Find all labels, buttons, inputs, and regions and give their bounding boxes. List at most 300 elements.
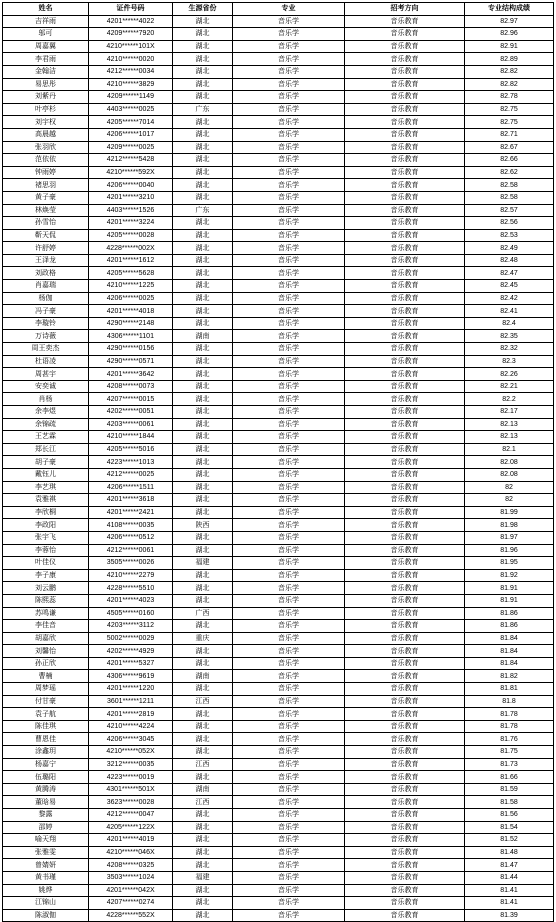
major-cell: 音乐学	[233, 179, 345, 192]
table-row	[3, 582, 554, 595]
name-cell: 周甚宇	[3, 368, 89, 381]
province-cell: 湖北	[173, 834, 233, 847]
direction-cell: 音乐教育	[345, 846, 465, 859]
province-cell: 湖北	[173, 620, 233, 633]
id-number-cell: 4212******0025	[89, 468, 173, 481]
id-number-cell: 4201******4019	[89, 834, 173, 847]
province-cell: 湖北	[173, 355, 233, 368]
score-cell: 82.82	[465, 78, 554, 91]
major-cell: 音乐学	[233, 393, 345, 406]
direction-cell: 音乐教育	[345, 65, 465, 78]
province-cell: 湖北	[173, 292, 233, 305]
province-cell: 湖北	[173, 343, 233, 356]
id-number-cell: 4202******0051	[89, 406, 173, 419]
name-cell: 周嘉翼	[3, 40, 89, 53]
direction-cell: 音乐教育	[345, 481, 465, 494]
major-cell: 音乐学	[233, 481, 345, 494]
province-cell: 江西	[173, 695, 233, 708]
id-number-cell: 4228******552X	[89, 909, 173, 922]
province-cell: 湖北	[173, 406, 233, 419]
major-cell: 音乐学	[233, 544, 345, 557]
name-cell: 邵婷	[3, 821, 89, 834]
table-row	[3, 494, 554, 507]
table-row	[3, 519, 554, 532]
direction-cell: 音乐教育	[345, 317, 465, 330]
province-cell: 湖北	[173, 909, 233, 922]
name-cell: 郑长江	[3, 443, 89, 456]
score-cell: 81.39	[465, 909, 554, 922]
score-cell: 82.13	[465, 418, 554, 431]
direction-cell: 音乐教育	[345, 330, 465, 343]
name-cell: 黄子豪	[3, 191, 89, 204]
direction-cell: 音乐教育	[345, 494, 465, 507]
name-cell: 董晗易	[3, 796, 89, 809]
name-cell: 李璇铃	[3, 317, 89, 330]
major-cell: 音乐学	[233, 292, 345, 305]
major-cell: 音乐学	[233, 418, 345, 431]
table-row	[3, 179, 554, 192]
id-number-cell: 4201******3642	[89, 368, 173, 381]
direction-cell: 音乐教育	[345, 897, 465, 910]
province-cell: 湖北	[173, 708, 233, 721]
major-cell: 音乐学	[233, 443, 345, 456]
score-cell: 81.84	[465, 657, 554, 670]
name-cell: 李子康	[3, 569, 89, 582]
id-number-cell: 3503******1024	[89, 871, 173, 884]
id-number-cell: 4223******1013	[89, 456, 173, 469]
score-cell: 81.41	[465, 897, 554, 910]
direction-cell: 音乐教育	[345, 456, 465, 469]
score-cell: 81.52	[465, 834, 554, 847]
id-number-cell: 4203******3112	[89, 620, 173, 633]
province-cell: 湖北	[173, 481, 233, 494]
score-cell: 81.95	[465, 557, 554, 570]
table-row	[3, 116, 554, 129]
direction-cell: 音乐教育	[345, 531, 465, 544]
id-number-cell: 4203******0061	[89, 418, 173, 431]
major-cell: 音乐学	[233, 494, 345, 507]
id-number-cell: 4210******4224	[89, 720, 173, 733]
table-row	[3, 557, 554, 570]
table-row	[3, 393, 554, 406]
province-cell: 广东	[173, 204, 233, 217]
province-cell: 湖南	[173, 783, 233, 796]
province-cell: 湖北	[173, 494, 233, 507]
province-cell: 湖北	[173, 657, 233, 670]
score-cell: 82.58	[465, 179, 554, 192]
direction-cell: 音乐教育	[345, 418, 465, 431]
id-number-cell: 4210******3829	[89, 78, 173, 91]
id-number-cell: 4403******0025	[89, 103, 173, 116]
id-number-cell: 4201******3224	[89, 217, 173, 230]
major-cell: 音乐学	[233, 909, 345, 922]
direction-cell: 音乐教育	[345, 368, 465, 381]
table-row	[3, 330, 554, 343]
province-cell: 湖北	[173, 431, 233, 444]
province-cell: 湖北	[173, 506, 233, 519]
name-cell: 林焕莹	[3, 204, 89, 217]
table-row	[3, 229, 554, 242]
name-cell: 靳天侃	[3, 229, 89, 242]
province-cell: 湖北	[173, 733, 233, 746]
major-cell: 音乐学	[233, 28, 345, 41]
province-cell: 湖北	[173, 720, 233, 733]
name-cell: 付甘豪	[3, 695, 89, 708]
name-cell: 姚烨	[3, 884, 89, 897]
province-cell: 湖北	[173, 254, 233, 267]
province-cell: 湖北	[173, 141, 233, 154]
id-number-cell: 4205******7014	[89, 116, 173, 129]
name-cell: 高晨越	[3, 128, 89, 141]
score-cell: 82.17	[465, 406, 554, 419]
province-cell: 湖北	[173, 91, 233, 104]
direction-cell: 音乐教育	[345, 229, 465, 242]
province-cell: 湖北	[173, 582, 233, 595]
direction-cell: 音乐教育	[345, 204, 465, 217]
province-cell: 湖北	[173, 280, 233, 293]
name-cell: 黄腾涛	[3, 783, 89, 796]
province-cell: 湖北	[173, 128, 233, 141]
table-row	[3, 796, 554, 809]
major-cell: 音乐学	[233, 91, 345, 104]
direction-cell: 音乐教育	[345, 695, 465, 708]
province-cell: 湖北	[173, 191, 233, 204]
name-cell: 陈佳琪	[3, 720, 89, 733]
name-cell: 刘馨怡	[3, 645, 89, 658]
name-cell: 周梦瑶	[3, 683, 89, 696]
province-cell: 湖南	[173, 330, 233, 343]
score-cell: 82.97	[465, 15, 554, 28]
name-cell: 李政阳	[3, 519, 89, 532]
major-cell: 音乐学	[233, 380, 345, 393]
table-row	[3, 103, 554, 116]
direction-cell: 音乐教育	[345, 909, 465, 922]
header-major: 专业	[233, 3, 345, 16]
table-row	[3, 204, 554, 217]
table-row	[3, 846, 554, 859]
province-cell: 湖北	[173, 154, 233, 167]
major-cell: 音乐学	[233, 217, 345, 230]
name-cell: 李佳音	[3, 620, 89, 633]
table-row	[3, 128, 554, 141]
table-row	[3, 531, 554, 544]
table-row	[3, 506, 554, 519]
id-number-cell: 4290******2148	[89, 317, 173, 330]
score-cell: 82.96	[465, 28, 554, 41]
major-cell: 音乐学	[233, 431, 345, 444]
id-number-cell: 4210******046X	[89, 846, 173, 859]
name-cell: 李蓉怡	[3, 544, 89, 557]
id-number-cell: 4205******0028	[89, 229, 173, 242]
province-cell: 湖北	[173, 456, 233, 469]
province-cell: 湖北	[173, 65, 233, 78]
province-cell: 湖北	[173, 821, 233, 834]
id-number-cell: 4212******0034	[89, 65, 173, 78]
id-number-cell: 3623******0028	[89, 796, 173, 809]
name-cell: 杨嘉宁	[3, 758, 89, 771]
direction-cell: 音乐教育	[345, 620, 465, 633]
score-cell: 81.91	[465, 582, 554, 595]
id-number-cell: 4209******7920	[89, 28, 173, 41]
score-cell: 82.32	[465, 343, 554, 356]
direction-cell: 音乐教育	[345, 871, 465, 884]
province-cell: 湖北	[173, 594, 233, 607]
direction-cell: 音乐教育	[345, 254, 465, 267]
table-row	[3, 834, 554, 847]
table-row	[3, 569, 554, 582]
name-cell: 褚思羽	[3, 179, 89, 192]
direction-cell: 音乐教育	[345, 103, 465, 116]
score-cell: 81.97	[465, 531, 554, 544]
direction-cell: 音乐教育	[345, 15, 465, 28]
direction-cell: 音乐教育	[345, 607, 465, 620]
table-row	[3, 406, 554, 419]
table-row	[3, 154, 554, 167]
major-cell: 音乐学	[233, 254, 345, 267]
table-row	[3, 343, 554, 356]
direction-cell: 音乐教育	[345, 128, 465, 141]
direction-cell: 音乐教育	[345, 557, 465, 570]
header-province: 生源省份	[173, 3, 233, 16]
major-cell: 音乐学	[233, 632, 345, 645]
province-cell: 福建	[173, 557, 233, 570]
name-cell: 叶佳仪	[3, 557, 89, 570]
province-cell: 福建	[173, 871, 233, 884]
table-row	[3, 683, 554, 696]
id-number-cell: 4210******592X	[89, 166, 173, 179]
province-cell: 湖北	[173, 15, 233, 28]
score-cell: 81.84	[465, 645, 554, 658]
direction-cell: 音乐教育	[345, 670, 465, 683]
table-row	[3, 758, 554, 771]
name-cell: 胡嘉欣	[3, 632, 89, 645]
score-cell: 82.91	[465, 40, 554, 53]
major-cell: 音乐学	[233, 733, 345, 746]
table-row	[3, 733, 554, 746]
major-cell: 音乐学	[233, 40, 345, 53]
major-cell: 音乐学	[233, 456, 345, 469]
direction-cell: 音乐教育	[345, 154, 465, 167]
name-cell: 余李煜	[3, 406, 89, 419]
name-cell: 刘紫丹	[3, 91, 89, 104]
score-cell: 81.66	[465, 771, 554, 784]
name-cell: 袁子航	[3, 708, 89, 721]
id-number-cell: 4201******2421	[89, 506, 173, 519]
id-number-cell: 4201******4022	[89, 15, 173, 28]
direction-cell: 音乐教育	[345, 720, 465, 733]
name-cell: 涂鑫玥	[3, 746, 89, 759]
table-row	[3, 720, 554, 733]
id-number-cell: 4210******1225	[89, 280, 173, 293]
table-row	[3, 821, 554, 834]
table-row	[3, 632, 554, 645]
score-cell: 81.58	[465, 796, 554, 809]
table-row	[3, 380, 554, 393]
score-cell: 82.62	[465, 166, 554, 179]
score-cell: 82.58	[465, 191, 554, 204]
table-row	[3, 897, 554, 910]
direction-cell: 音乐教育	[345, 834, 465, 847]
direction-cell: 音乐教育	[345, 796, 465, 809]
major-cell: 音乐学	[233, 343, 345, 356]
id-number-cell: 4206******0040	[89, 179, 173, 192]
table-row	[3, 544, 554, 557]
score-cell: 81.86	[465, 607, 554, 620]
major-cell: 音乐学	[233, 78, 345, 91]
id-number-cell: 4228******002X	[89, 242, 173, 255]
name-cell: 邬可	[3, 28, 89, 41]
major-cell: 音乐学	[233, 531, 345, 544]
direction-cell: 音乐教育	[345, 859, 465, 872]
major-cell: 音乐学	[233, 746, 345, 759]
name-cell: 曾婧妍	[3, 859, 89, 872]
table-row	[3, 28, 554, 41]
score-cell: 82.1	[465, 443, 554, 456]
id-number-cell: 4206******3045	[89, 733, 173, 746]
major-cell: 音乐学	[233, 796, 345, 809]
id-number-cell: 4207******0274	[89, 897, 173, 910]
table-row	[3, 695, 554, 708]
province-cell: 湖北	[173, 78, 233, 91]
major-cell: 音乐学	[233, 15, 345, 28]
table-row	[3, 871, 554, 884]
score-cell: 81.44	[465, 871, 554, 884]
direction-cell: 音乐教育	[345, 645, 465, 658]
table-row	[3, 355, 554, 368]
direction-cell: 音乐教育	[345, 393, 465, 406]
province-cell: 湖北	[173, 217, 233, 230]
table-row	[3, 771, 554, 784]
major-cell: 音乐学	[233, 317, 345, 330]
province-cell: 湖北	[173, 884, 233, 897]
table-row	[3, 53, 554, 66]
score-cell: 82.35	[465, 330, 554, 343]
direction-cell: 音乐教育	[345, 53, 465, 66]
direction-cell: 音乐教育	[345, 166, 465, 179]
score-cell: 82	[465, 481, 554, 494]
id-number-cell: 4202******4929	[89, 645, 173, 658]
table-row	[3, 594, 554, 607]
direction-cell: 音乐教育	[345, 594, 465, 607]
name-cell: 钟雨婷	[3, 166, 89, 179]
major-cell: 音乐学	[233, 280, 345, 293]
name-cell: 张雅雯	[3, 846, 89, 859]
table-row	[3, 909, 554, 922]
id-number-cell: 4108******0035	[89, 519, 173, 532]
province-cell: 湖北	[173, 368, 233, 381]
score-cell: 82.57	[465, 204, 554, 217]
major-cell: 音乐学	[233, 657, 345, 670]
table-row	[3, 418, 554, 431]
score-cell: 82	[465, 494, 554, 507]
score-cell: 81.96	[465, 544, 554, 557]
id-number-cell: 3601******1211	[89, 695, 173, 708]
direction-cell: 音乐教育	[345, 91, 465, 104]
direction-cell: 音乐教育	[345, 733, 465, 746]
name-cell: 胡子豪	[3, 456, 89, 469]
id-number-cell: 4201******2819	[89, 708, 173, 721]
table-row	[3, 65, 554, 78]
province-cell: 湖北	[173, 859, 233, 872]
table-row	[3, 40, 554, 53]
major-cell: 音乐学	[233, 771, 345, 784]
province-cell: 湖北	[173, 897, 233, 910]
name-cell: 刘云鹏	[3, 582, 89, 595]
name-cell: 黄书瑾	[3, 871, 89, 884]
table-row	[3, 607, 554, 620]
header-row	[3, 3, 554, 16]
name-cell: 叶亭杉	[3, 103, 89, 116]
direction-cell: 音乐教育	[345, 519, 465, 532]
major-cell: 音乐学	[233, 607, 345, 620]
name-cell: 范依依	[3, 154, 89, 167]
header-name: 姓名	[3, 3, 89, 16]
table-row	[3, 645, 554, 658]
province-cell: 湖北	[173, 179, 233, 192]
header-score: 专业结构成绩	[465, 3, 554, 16]
score-cell: 81.8	[465, 695, 554, 708]
score-cell: 82.08	[465, 468, 554, 481]
score-cell: 81.41	[465, 884, 554, 897]
name-cell: 黎露	[3, 809, 89, 822]
table-row	[3, 443, 554, 456]
province-cell: 湖北	[173, 771, 233, 784]
id-number-cell: 4206******0512	[89, 531, 173, 544]
id-number-cell: 4306******9619	[89, 670, 173, 683]
name-cell: 陈熙蕊	[3, 594, 89, 607]
table-row	[3, 141, 554, 154]
score-cell: 82.41	[465, 305, 554, 318]
id-number-cell: 4210******2279	[89, 569, 173, 582]
major-cell: 音乐学	[233, 330, 345, 343]
major-cell: 音乐学	[233, 683, 345, 696]
id-number-cell: 4201******3618	[89, 494, 173, 507]
province-cell: 湖北	[173, 418, 233, 431]
major-cell: 音乐学	[233, 557, 345, 570]
score-cell: 81.81	[465, 683, 554, 696]
name-cell: 袁雅祺	[3, 494, 89, 507]
name-cell: 李欣桐	[3, 506, 89, 519]
direction-cell: 音乐教育	[345, 443, 465, 456]
score-cell: 82.13	[465, 431, 554, 444]
major-cell: 音乐学	[233, 809, 345, 822]
province-cell: 湖北	[173, 40, 233, 53]
score-cell: 82.89	[465, 53, 554, 66]
table-body	[3, 15, 554, 922]
table-row	[3, 15, 554, 28]
province-cell: 湖北	[173, 28, 233, 41]
table-row	[3, 267, 554, 280]
province-cell: 湖北	[173, 683, 233, 696]
province-cell: 湖北	[173, 443, 233, 456]
score-cell: 82.78	[465, 91, 554, 104]
province-cell: 湖北	[173, 317, 233, 330]
name-cell: 曹恩佳	[3, 733, 89, 746]
id-number-cell: 4201******042X	[89, 884, 173, 897]
id-number-cell: 4290******0156	[89, 343, 173, 356]
province-cell: 湖北	[173, 380, 233, 393]
name-cell: 曹楠	[3, 670, 89, 683]
direction-cell: 音乐教育	[345, 582, 465, 595]
province-cell: 江西	[173, 758, 233, 771]
id-number-cell: 4205******122X	[89, 821, 173, 834]
direction-cell: 音乐教育	[345, 355, 465, 368]
direction-cell: 音乐教育	[345, 884, 465, 897]
table-row	[3, 78, 554, 91]
table-row	[3, 884, 554, 897]
id-number-cell: 4201******4018	[89, 305, 173, 318]
major-cell: 音乐学	[233, 594, 345, 607]
